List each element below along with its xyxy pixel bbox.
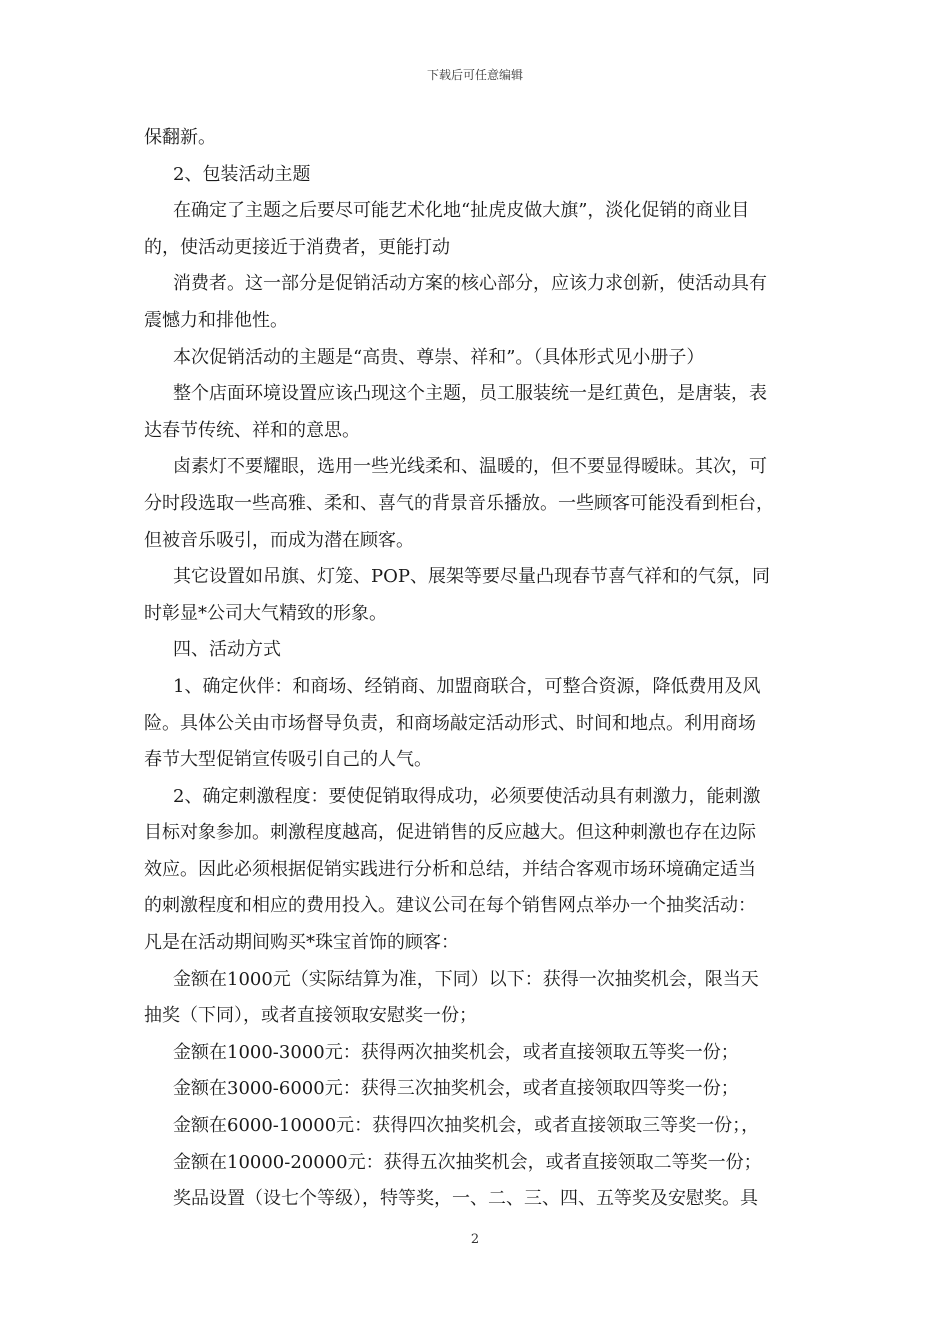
text-line: 凡是在活动期间购买*珠宝首饰的顾客： <box>144 932 459 954</box>
text-line: 的，使活动更接近于消费者，更能打动 <box>144 236 450 258</box>
text-line: 但被音乐吸引，而成为潜在顾客。 <box>144 529 414 551</box>
text-line: 在确定了主题之后要尽可能艺术化地“扯虎皮做大旗”，淡化促销的商业目 <box>173 200 750 222</box>
text-line: 金额在10000-20000元：获得五次抽奖机会，或者直接领取二等奖一份； <box>173 1151 762 1173</box>
text-line: 2、确定刺激程度：要使促销取得成功，必须要使活动具有刺激力，能刺激 <box>173 785 761 807</box>
text-line: 四、活动方式 <box>173 639 281 661</box>
text-line: 的刺激程度和相应的费用投入。建议公司在每个销售网点举办一个抽奖活动： <box>144 895 756 917</box>
text-line: 金额在1000元（实际结算为准，下同）以下：获得一次抽奖机会，限当天 <box>173 968 759 990</box>
page-number: 2 <box>470 1232 480 1247</box>
text-line: 奖品设置（设七个等级），特等奖，一、二、三、四、五等奖及安慰奖。具 <box>173 1188 758 1210</box>
text-line: 其它设置如吊旗、灯笼、POP、展架等要尽量凸现春节喜气祥和的气氛，同 <box>173 566 770 588</box>
text-line: 金额在1000-3000元：获得两次抽奖机会，或者直接领取五等奖一份； <box>173 1041 739 1063</box>
text-line: 2、包装活动主题 <box>173 163 311 185</box>
text-line: 抽奖（下同），或者直接领取安慰奖一份； <box>144 1005 477 1027</box>
text-line: 本次促销活动的主题是“高贵、尊崇、祥和”。（具体形式见小册子） <box>173 346 705 368</box>
text-line: 达春节传统、祥和的意思。 <box>144 419 360 441</box>
text-line: 目标对象参加。刺激程度越高，促进销售的反应越大。但这种刺激也存在边际 <box>144 822 756 844</box>
text-line: 时彰显*公司大气精致的形象。 <box>144 602 387 624</box>
text-line: 消费者。这一部分是促销活动方案的核心部分，应该力求创新，使活动具有 <box>173 273 767 295</box>
text-line: 春节大型促销宣传吸引自己的人气。 <box>144 749 432 771</box>
text-line: 效应。因此必须根据促销实践进行分析和总结，并结合客观市场环境确定适当 <box>144 858 756 880</box>
text-line: 卤素灯不要耀眼，选用一些光线柔和、温暖的，但不要显得暧昧。其次，可 <box>173 456 767 478</box>
text-line: 分时段选取一些高雅、柔和、喜气的背景音乐播放。一些顾客可能没看到柜台， <box>144 492 774 514</box>
page-header: 下载后可任意编辑 <box>426 68 523 82</box>
text-line: 金额在3000-6000元：获得三次抽奖机会，或者直接领取四等奖一份； <box>173 1078 739 1100</box>
text-line: 1、确定伙伴：和商场、经销商、加盟商联合，可整合资源，降低费用及风 <box>173 675 761 697</box>
text-line: 整个店面环境设置应该凸现这个主题，员工服装统一是红黄色，是唐装，表 <box>173 383 767 405</box>
text-line: 险。具体公关由市场督导负责，和商场敲定活动形式、时间和地点。利用商场 <box>144 712 756 734</box>
text-line: 震憾力和排他性。 <box>144 309 288 331</box>
text-line: 保翻新。 <box>144 127 216 148</box>
document-body <box>144 120 808 1218</box>
text-line: 金额在6000-10000元：获得四次抽奖机会，或者直接领取三等奖一份；， <box>173 1115 760 1137</box>
